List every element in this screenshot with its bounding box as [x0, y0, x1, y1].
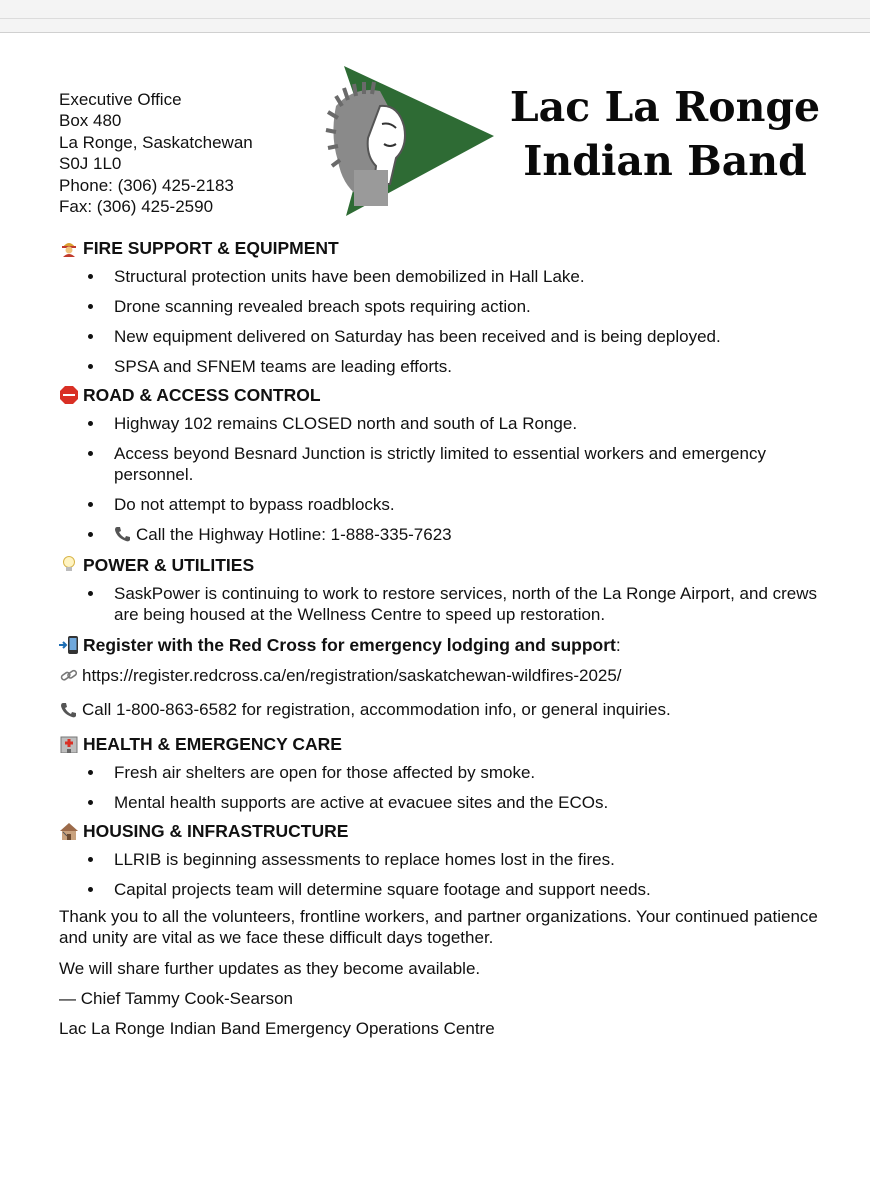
section-health-heading: [59, 730, 834, 758]
closing-thanks: Thank you to all the volunteers, frontline workers, and partner organizations. Your continued patience and unity are vital as we face these difficult days together.: [59, 907, 818, 947]
list-item: Structural protection units have been demobilized in Hall Lake.: [59, 266, 834, 287]
closing-updates: We will share further updates as they become available.: [59, 959, 481, 978]
list-item: Drone scanning revealed breach spots requiring action.: [59, 296, 834, 317]
viewer-top-bar: [0, 0, 870, 33]
list-item: Do not attempt to bypass roadblocks.: [59, 494, 834, 515]
section-power-heading: [59, 551, 834, 579]
light-bulb-icon: [59, 555, 79, 575]
highway-hotline-text: Call the Highway Hotline: 1-888-335-7623: [136, 525, 452, 544]
hospital-icon: [59, 734, 79, 754]
telephone-icon: [59, 700, 79, 720]
address-line: Box 480: [59, 111, 122, 131]
section-housing-title: HOUSING & INFRASTRUCTURE: [83, 820, 349, 841]
red-cross-colon: :: [615, 634, 621, 655]
viewer-divider: [0, 18, 870, 19]
fax-line: Fax: (306) 425-2590: [59, 197, 214, 217]
section-housing-heading: [59, 817, 834, 845]
red-cross-link-line: [59, 665, 834, 686]
red-cross-call-text: Call 1-800-863-6582 for registration, accommodation info, or general inquiries.: [82, 700, 671, 719]
red-cross-title: Register with the Red Cross for emergency lodging and support: [83, 634, 616, 655]
list-item: SPSA and SFNEM teams are leading efforts.: [59, 356, 834, 377]
section-fire-heading: [59, 234, 834, 262]
band-logo: [324, 66, 494, 216]
section-power-list: [59, 583, 834, 625]
band-name-line2: Indian Band: [523, 137, 807, 185]
list-item: Capital projects team will determine square footage and support needs.: [59, 879, 834, 900]
firefighter-icon: [59, 238, 79, 258]
band-name-line1: Lac La Ronge: [509, 83, 821, 131]
band-name: [500, 80, 830, 188]
list-item: New equipment delivered on Saturday has been received and is being deployed.: [59, 326, 834, 347]
mobile-phone-arrow-icon: [59, 635, 79, 655]
section-power-title: POWER & UTILITIES: [83, 554, 255, 575]
address-line: S0J 1L0: [59, 154, 122, 174]
phone-line: Phone: (306) 425-2183: [59, 175, 234, 195]
list-item: Access beyond Besnard Junction is strictly limited to essential workers and emergency personnel.: [59, 443, 834, 485]
closing-signature: — Chief Tammy Cook-Searson: [59, 989, 293, 1008]
red-cross-heading: [59, 631, 834, 659]
section-health-title: HEALTH & EMERGENCY CARE: [83, 733, 342, 754]
list-item: Mental health supports are active at evacuee sites and the ECOs.: [59, 792, 834, 813]
list-item: [59, 524, 834, 547]
address-block: [59, 89, 253, 217]
section-fire-list: [59, 266, 834, 377]
derelict-house-icon: [59, 821, 79, 841]
red-cross-registration-link[interactable]: https://register.redcross.ca/en/registration/saskatchewan-wildfires-2025/: [82, 666, 622, 685]
section-health-list: [59, 762, 834, 813]
stop-sign-icon: [59, 385, 79, 405]
closing-organization: Lac La Ronge Indian Band Emergency Operations Centre: [59, 1019, 495, 1038]
telephone-icon: [114, 526, 136, 547]
list-item: Highway 102 remains CLOSED north and south of La Ronge.: [59, 413, 834, 434]
section-housing-list: [59, 849, 834, 900]
link-icon: [59, 666, 79, 686]
address-line: La Ronge, Saskatchewan: [59, 132, 253, 152]
section-fire-title: FIRE SUPPORT & EQUIPMENT: [83, 237, 339, 258]
notice-body: [59, 234, 834, 1039]
section-road-title: ROAD & ACCESS CONTROL: [83, 384, 321, 405]
address-line: Executive Office: [59, 90, 182, 109]
section-road-heading: [59, 381, 834, 409]
list-item: SaskPower is continuing to work to restore services, north of the La Ronge Airport, and crews are being housed at the Wellness Centre to speed up restoration.: [59, 583, 834, 625]
section-road-list: [59, 413, 834, 547]
list-item: Fresh air shelters are open for those affected by smoke.: [59, 762, 834, 783]
list-item: LLRIB is beginning assessments to replace homes lost in the fires.: [59, 849, 834, 870]
red-cross-call-line: [59, 699, 834, 720]
